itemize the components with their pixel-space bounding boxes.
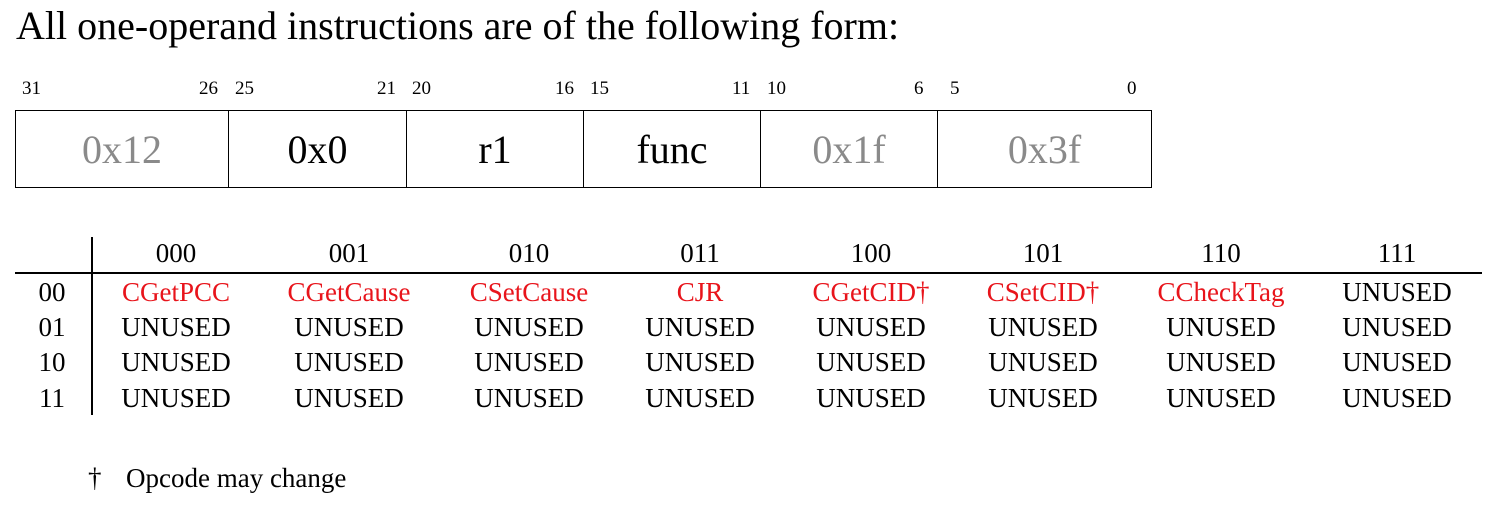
field-reserved-a: 0x1f — [761, 111, 938, 187]
bit-label-6: 6 — [914, 78, 924, 99]
bit-label-16: 16 — [555, 78, 574, 99]
footnote — [88, 462, 346, 494]
bit-label-10: 10 — [767, 78, 786, 99]
opcode-cell: CGetPCC — [121, 277, 231, 307]
bit-label-31: 31 — [22, 78, 41, 99]
opcode-cell: UNUSED — [294, 383, 404, 413]
field-func: func — [584, 111, 761, 187]
column-header: 000 — [155, 238, 197, 268]
field-reserved-b: 0x3f — [1007, 126, 1082, 172]
column-header: 111 — [1377, 238, 1417, 268]
opcode-cell: CGetCause — [287, 277, 411, 307]
opcode-cell: UNUSED — [474, 383, 584, 413]
footnote-text: Opcode may change — [126, 463, 347, 493]
instruction-format — [15, 110, 1152, 188]
column-header: 001 — [328, 238, 370, 268]
opcode-cell: UNUSED — [294, 312, 404, 342]
column-header: 101 — [1022, 238, 1064, 268]
row-header: 01 — [38, 312, 66, 342]
row-header: 10 — [38, 347, 66, 377]
row-header: 00 — [38, 277, 66, 307]
field-subop: 0x0 — [229, 111, 407, 187]
column-header: 010 — [508, 238, 550, 268]
column-header: 100 — [850, 238, 892, 268]
bit-label-20: 20 — [412, 78, 431, 99]
bit-label-25: 25 — [235, 78, 254, 99]
opcode-cell: UNUSED — [121, 312, 231, 342]
table-horizontal-rule — [15, 272, 1482, 274]
opcode-cell: UNUSED — [294, 347, 404, 377]
opcode-cell: CSetCause — [469, 277, 589, 307]
dagger-symbol: † — [88, 463, 102, 493]
field-opcode: 0x12 — [16, 111, 229, 187]
bit-label-15: 15 — [590, 78, 609, 99]
opcode-cell: UNUSED — [1166, 383, 1276, 413]
row-header: 11 — [39, 383, 65, 413]
opcode-cell: CCheckTag — [1157, 277, 1285, 307]
opcode-cell: UNUSED — [121, 347, 231, 377]
opcode-cell: UNUSED — [816, 347, 926, 377]
opcode-cell: CGetCID† — [812, 277, 930, 307]
bit-label-5: 5 — [950, 78, 960, 99]
opcode-cell: UNUSED — [988, 312, 1098, 342]
opcode-cell: CSetCID† — [986, 277, 1100, 307]
opcode-cell: UNUSED — [1342, 383, 1452, 413]
opcode-cell: UNUSED — [645, 347, 755, 377]
opcode-cell: UNUSED — [988, 383, 1098, 413]
bit-label-26: 26 — [199, 78, 218, 99]
page-heading: All one-operand instructions are of the following form: — [16, 3, 900, 48]
opcode-cell: UNUSED — [816, 312, 926, 342]
opcode-cell: UNUSED — [988, 347, 1098, 377]
bit-label-11: 11 — [732, 78, 751, 99]
opcode-cell: UNUSED — [1166, 312, 1276, 342]
opcode-cell: UNUSED — [645, 312, 755, 342]
opcode-cell: UNUSED — [816, 383, 926, 413]
opcode-cell: UNUSED — [121, 383, 231, 413]
bit-label-0: 0 — [1127, 78, 1137, 99]
opcode-cell: UNUSED — [474, 347, 584, 377]
column-header: 110 — [1201, 238, 1241, 268]
opcode-cell: UNUSED — [1166, 347, 1276, 377]
opcode-cell: UNUSED — [1342, 347, 1452, 377]
opcode-cell: CJR — [676, 277, 724, 307]
opcode-cell: UNUSED — [645, 383, 755, 413]
opcode-cell: UNUSED — [1342, 277, 1452, 307]
bit-label-21: 21 — [377, 78, 396, 99]
field-register: r1 — [407, 111, 584, 187]
column-header: 011 — [680, 238, 720, 268]
opcode-cell: UNUSED — [474, 312, 584, 342]
opcode-cell: UNUSED — [1342, 312, 1452, 342]
